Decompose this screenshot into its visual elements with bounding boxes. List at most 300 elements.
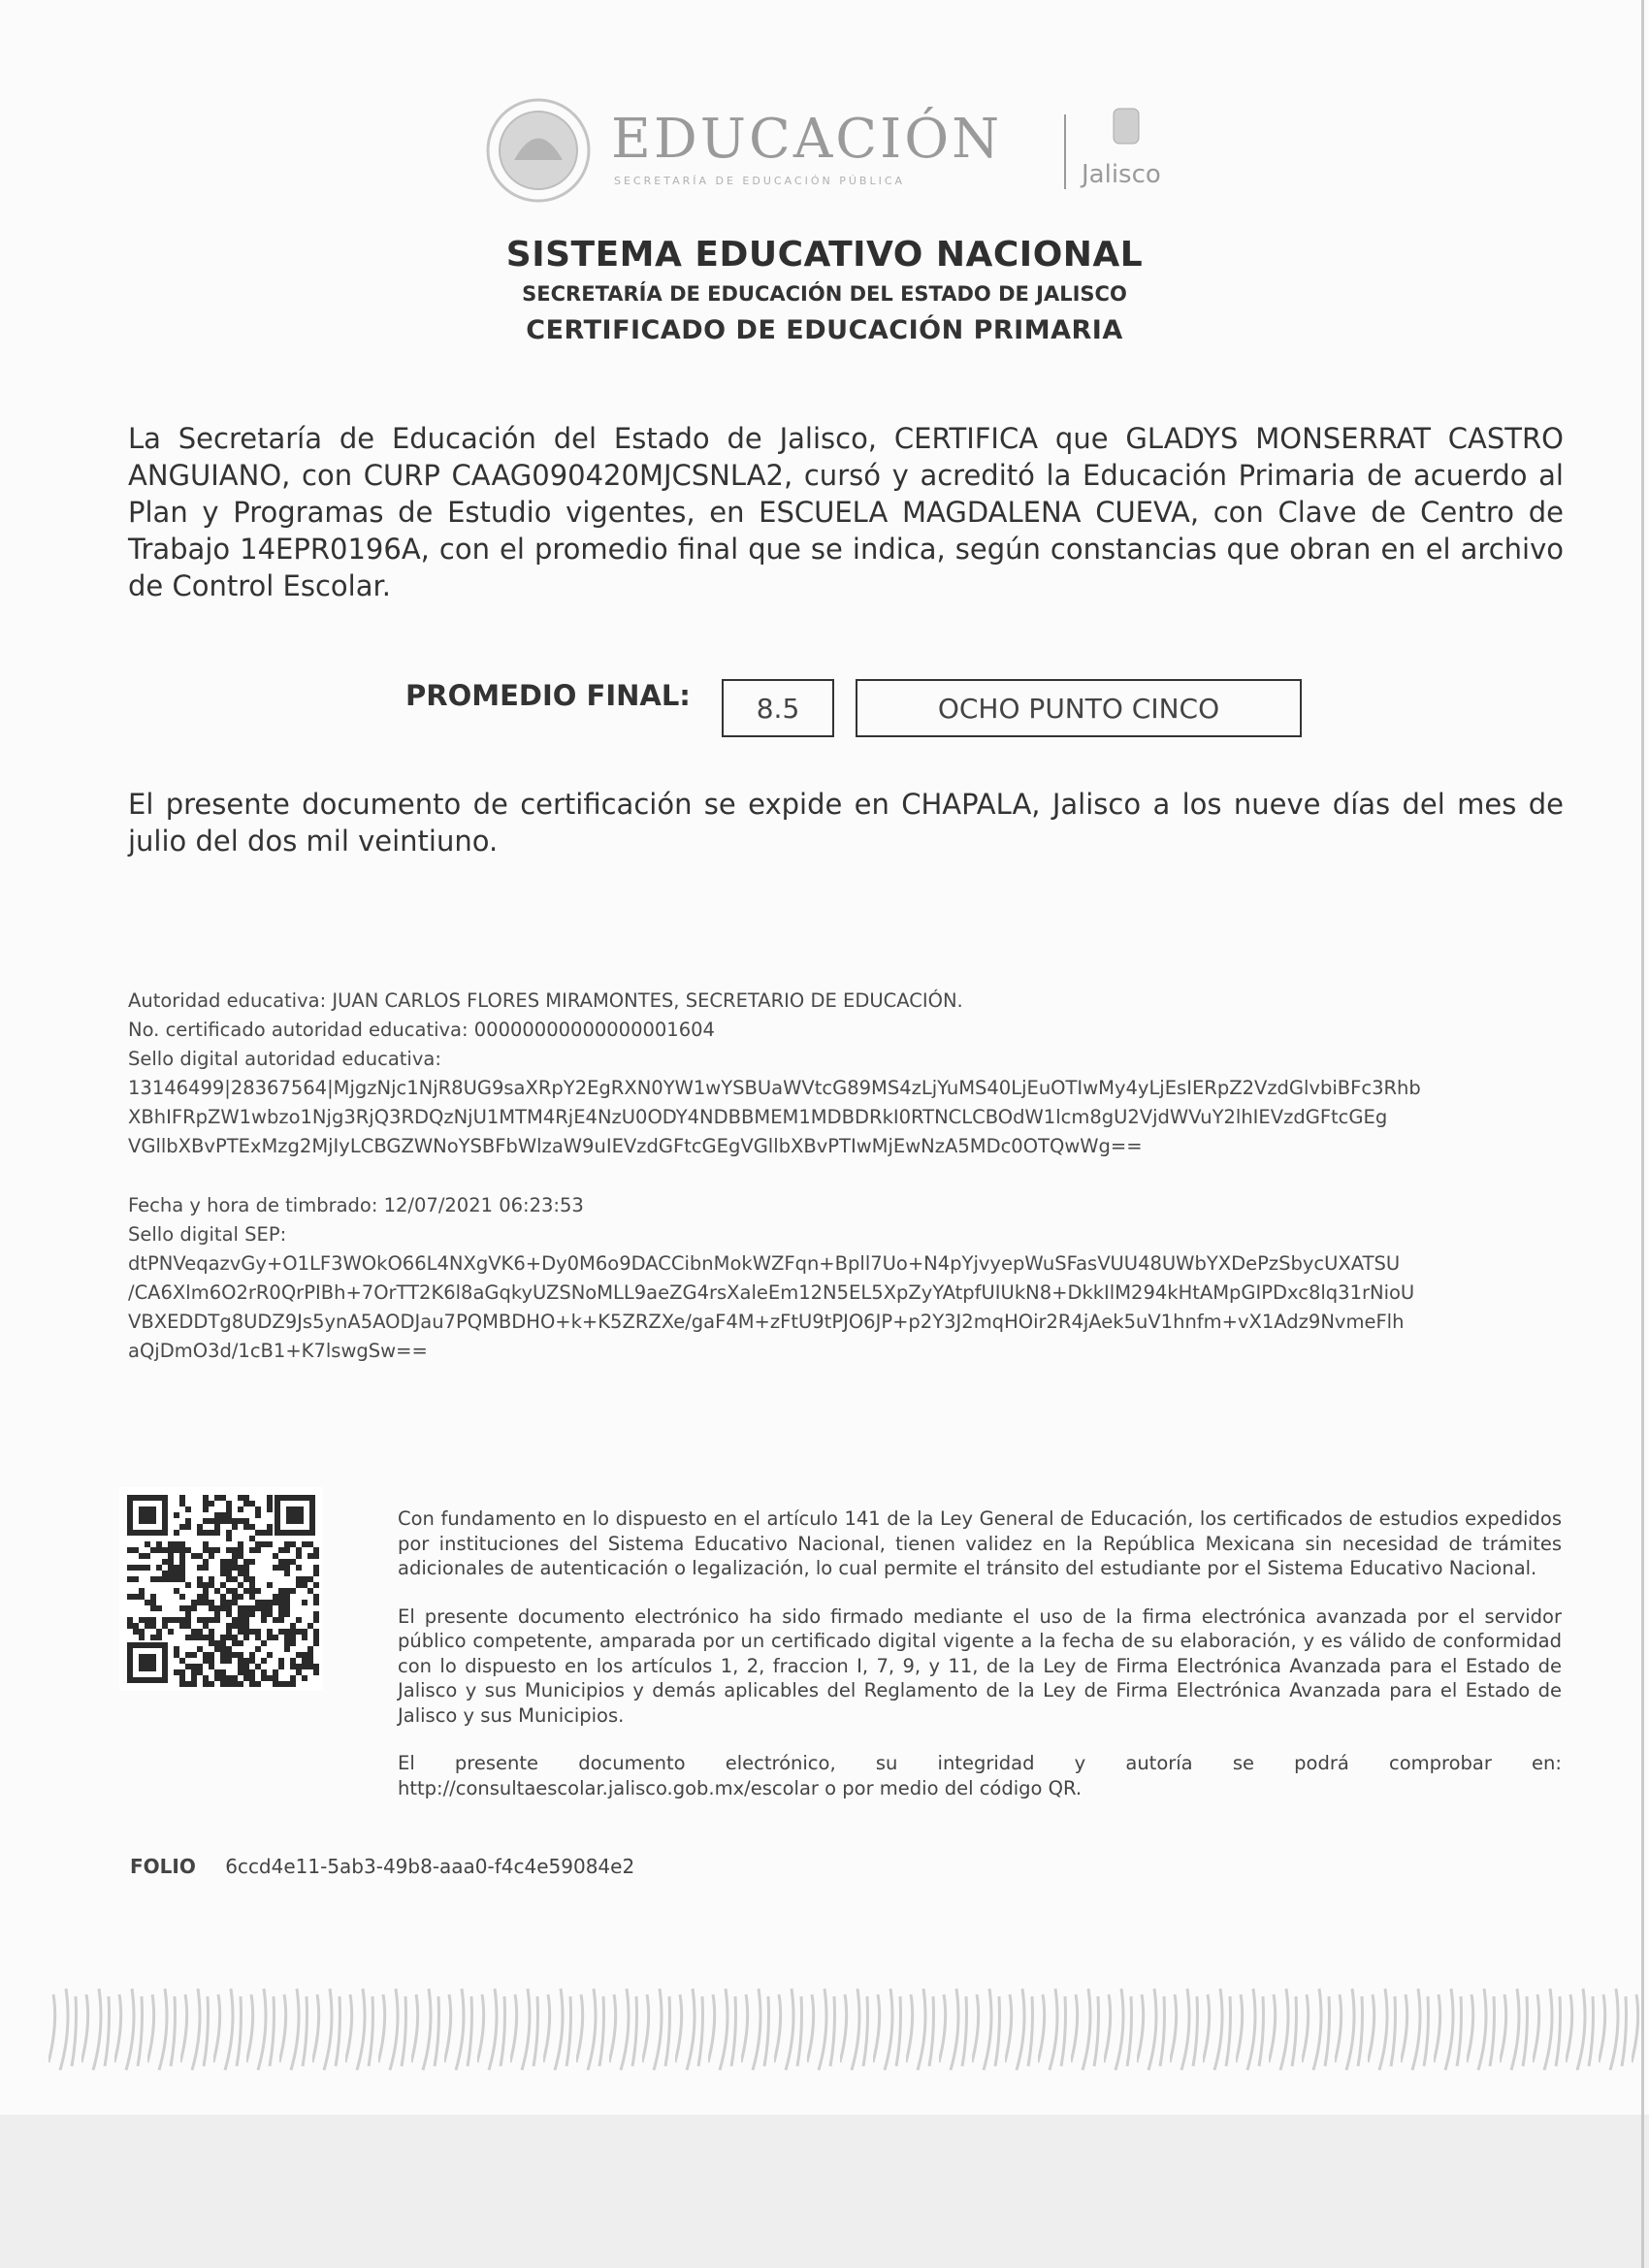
qr-module bbox=[226, 1623, 232, 1629]
qr-module bbox=[238, 1541, 243, 1547]
qr-module bbox=[243, 1675, 249, 1681]
qr-module bbox=[220, 1681, 226, 1687]
qr-module bbox=[296, 1553, 302, 1559]
qr-module bbox=[179, 1675, 185, 1681]
qr-module bbox=[238, 1571, 243, 1576]
qr-module bbox=[203, 1495, 209, 1501]
qr-module bbox=[209, 1640, 214, 1646]
qr-module bbox=[209, 1629, 214, 1635]
qr-module bbox=[249, 1547, 255, 1553]
qr-module bbox=[156, 1541, 162, 1547]
qr-module bbox=[185, 1582, 191, 1588]
qr-module bbox=[278, 1681, 284, 1687]
folio bbox=[130, 1855, 634, 1878]
qr-module bbox=[313, 1664, 319, 1669]
qr-module bbox=[307, 1646, 313, 1652]
qr-module bbox=[203, 1507, 209, 1512]
qr-module bbox=[179, 1669, 185, 1675]
qr-module bbox=[243, 1559, 249, 1565]
qr-module bbox=[238, 1582, 243, 1588]
qr-module bbox=[290, 1681, 296, 1687]
qr-module bbox=[203, 1582, 209, 1588]
qr-module bbox=[238, 1547, 243, 1553]
qr-module bbox=[179, 1559, 185, 1565]
qr-module bbox=[209, 1530, 214, 1536]
qr-module bbox=[267, 1629, 273, 1635]
qr-module bbox=[220, 1605, 226, 1611]
qr-module bbox=[185, 1611, 191, 1617]
qr-module bbox=[214, 1675, 220, 1681]
qr-module bbox=[296, 1576, 302, 1582]
qr-module bbox=[145, 1565, 150, 1571]
qr-module bbox=[197, 1565, 203, 1571]
qr-module bbox=[232, 1640, 238, 1646]
legal-note: Con fundamento en lo dispuesto en el artículo 141 de la Ley General de Educación, los certificados de estudios expedidos por instituciones del Sistema Educativo Nacional, tienen validez en la República Mexicana sin necesidad de trámites adicionales de autenticación o legalización, lo cual permite el tránsito del estudiante por el Sistema Educativo Nacional. bbox=[398, 1507, 1562, 1579]
qr-module bbox=[284, 1681, 290, 1687]
qr-module bbox=[243, 1576, 249, 1582]
qr-module bbox=[226, 1658, 232, 1664]
qr-module bbox=[243, 1664, 249, 1669]
qr-module bbox=[179, 1617, 185, 1623]
qr-module bbox=[273, 1565, 278, 1571]
qr-module bbox=[284, 1547, 290, 1553]
qr-module bbox=[191, 1600, 197, 1605]
authority-seal-line: XBhIFRpZW1wbzo1Njg3RjQ3RDQzNjU1MTM4RjE4NzU0ODY4NDBBMEM1MDBDRkI0RTNCLCBOdW1lcm8gU2VjdWVuY2lhIEVzdGFtcGEg bbox=[128, 1106, 1388, 1128]
qr-module bbox=[209, 1576, 214, 1582]
qr-module bbox=[302, 1629, 307, 1635]
qr-module bbox=[267, 1652, 273, 1658]
qr-module bbox=[174, 1565, 179, 1571]
qr-module bbox=[209, 1605, 214, 1611]
qr-module bbox=[226, 1547, 232, 1553]
qr-module bbox=[243, 1611, 249, 1617]
qr-module bbox=[139, 1553, 145, 1559]
qr-module bbox=[249, 1658, 255, 1664]
qr-module bbox=[162, 1623, 168, 1629]
system-title: SISTEMA EDUCATIVO NACIONAL bbox=[505, 235, 1144, 275]
qr-module bbox=[220, 1565, 226, 1571]
qr-module bbox=[302, 1600, 307, 1605]
qr-module bbox=[255, 1664, 261, 1669]
qr-module bbox=[226, 1571, 232, 1576]
qr-module bbox=[232, 1553, 238, 1559]
qr-module bbox=[273, 1635, 278, 1640]
qr-module bbox=[209, 1600, 214, 1605]
qr-module bbox=[220, 1652, 226, 1658]
qr-module bbox=[249, 1559, 255, 1565]
qr-module bbox=[133, 1623, 139, 1629]
qr-module bbox=[203, 1541, 209, 1547]
qr-module bbox=[139, 1629, 145, 1635]
qr-module bbox=[302, 1675, 307, 1681]
qr-module bbox=[307, 1623, 313, 1629]
grade-words-box bbox=[856, 679, 1302, 737]
qr-module bbox=[133, 1547, 139, 1553]
qr-module bbox=[232, 1518, 238, 1524]
qr-module bbox=[179, 1524, 185, 1530]
qr-module bbox=[220, 1594, 226, 1600]
sep-seal-line: aQjDmO3d/1cB1+K7lswgSw== bbox=[128, 1340, 428, 1362]
qr-module bbox=[168, 1617, 174, 1623]
qr-module bbox=[150, 1600, 156, 1605]
qr-module bbox=[197, 1582, 203, 1588]
qr-module bbox=[307, 1541, 313, 1547]
sep-seal-label: Sello digital SEP: bbox=[128, 1223, 287, 1246]
qr-module bbox=[307, 1658, 313, 1664]
qr-module bbox=[185, 1681, 191, 1687]
qr-module bbox=[238, 1629, 243, 1635]
qr-module bbox=[249, 1611, 255, 1617]
qr-module bbox=[290, 1664, 296, 1669]
qr-module bbox=[255, 1629, 261, 1635]
qr-module bbox=[232, 1675, 238, 1681]
qr-module bbox=[273, 1600, 278, 1605]
qr-module bbox=[284, 1611, 290, 1617]
qr-module bbox=[185, 1518, 191, 1524]
qr-module bbox=[249, 1629, 255, 1635]
qr-module bbox=[243, 1495, 249, 1501]
qr-module bbox=[238, 1495, 243, 1501]
qr-module bbox=[127, 1594, 133, 1600]
qr-module bbox=[168, 1571, 174, 1576]
qr-module bbox=[267, 1582, 273, 1588]
jalisco-coat-icon bbox=[1114, 109, 1139, 144]
qr-module bbox=[284, 1600, 290, 1605]
qr-module bbox=[261, 1669, 267, 1675]
qr-module bbox=[313, 1571, 319, 1576]
qr-module bbox=[214, 1640, 220, 1646]
qr-module bbox=[185, 1605, 191, 1611]
qr-module bbox=[162, 1559, 168, 1565]
qr-module bbox=[307, 1588, 313, 1594]
qr-module bbox=[284, 1646, 290, 1652]
qr-module bbox=[174, 1571, 179, 1576]
qr-module bbox=[243, 1605, 249, 1611]
qr-module bbox=[302, 1635, 307, 1640]
qr-module bbox=[278, 1565, 284, 1571]
qr-module bbox=[220, 1512, 226, 1518]
qr-module bbox=[278, 1605, 284, 1611]
authority-line: Autoridad educativa: JUAN CARLOS FLORES MIRAMONTES, SECRETARIO DE EDUCACIÓN. bbox=[128, 989, 963, 1012]
qr-module bbox=[209, 1664, 214, 1669]
qr-module bbox=[203, 1635, 209, 1640]
qr-module bbox=[226, 1629, 232, 1635]
qr-module bbox=[226, 1588, 232, 1594]
qr-module bbox=[191, 1664, 197, 1669]
qr-module bbox=[197, 1594, 203, 1600]
qr-module bbox=[156, 1565, 162, 1571]
qr-module bbox=[191, 1652, 197, 1658]
qr-module bbox=[203, 1518, 209, 1524]
qr-module bbox=[191, 1635, 197, 1640]
qr-module bbox=[249, 1536, 255, 1541]
qr-module bbox=[168, 1541, 174, 1547]
qr-module bbox=[267, 1675, 273, 1681]
qr-module bbox=[139, 1635, 145, 1640]
qr-module bbox=[278, 1547, 284, 1553]
qr-module bbox=[232, 1635, 238, 1640]
qr-module bbox=[191, 1675, 197, 1681]
qr-module bbox=[209, 1501, 214, 1507]
qr-module bbox=[203, 1559, 209, 1565]
qr-module bbox=[168, 1559, 174, 1565]
legal-note: El presente documento electrónico ha sido firmado mediante el uso de la firma electrónica avanzada por el servidor público competente, amparada por un certificado digital vigente a la fecha de su elaboración, y es válido de conformidad con lo dispuesto en los artículos 1, 2, fraccion I, 7, 9, y 11, de la Ley de Firma Electrónica Avanzada para el Estado de Jalisco y sus Municipios y demás aplicables del Reglamento de la Ley de Firma Electrónica Avanzada para el Estado de Jalisco y sus Municipios. bbox=[398, 1604, 1562, 1727]
qr-module bbox=[249, 1594, 255, 1600]
qr-module bbox=[185, 1507, 191, 1512]
qr-module bbox=[209, 1553, 214, 1559]
qr-module bbox=[145, 1623, 150, 1629]
qr-module bbox=[127, 1565, 133, 1571]
grade-label: PROMEDIO FINAL: bbox=[405, 679, 691, 712]
qr-module bbox=[174, 1652, 179, 1658]
qr-module bbox=[156, 1635, 162, 1640]
qr-module bbox=[255, 1605, 261, 1611]
qr-module bbox=[284, 1559, 290, 1565]
qr-module bbox=[168, 1565, 174, 1571]
qr-module bbox=[150, 1635, 156, 1640]
qr-module bbox=[197, 1664, 203, 1669]
qr-module bbox=[267, 1541, 273, 1547]
qr-module bbox=[296, 1565, 302, 1571]
qr-module bbox=[273, 1681, 278, 1687]
qr-module bbox=[226, 1611, 232, 1617]
legal-notes bbox=[398, 1507, 1562, 1824]
qr-module bbox=[209, 1635, 214, 1640]
qr-module bbox=[290, 1675, 296, 1681]
qr-module bbox=[145, 1617, 150, 1623]
qr-module bbox=[226, 1518, 232, 1524]
qr-module bbox=[307, 1652, 313, 1658]
qr-module bbox=[185, 1524, 191, 1530]
certificate-title: CERTIFICADO DE EDUCACIÓN PRIMARIA bbox=[526, 315, 1123, 345]
qr-module bbox=[226, 1652, 232, 1658]
qr-module bbox=[226, 1576, 232, 1582]
qr-module bbox=[226, 1501, 232, 1507]
qr-module bbox=[156, 1576, 162, 1582]
qr-module bbox=[267, 1495, 273, 1501]
qr-module bbox=[307, 1664, 313, 1669]
qr-module bbox=[290, 1629, 296, 1635]
qr-module bbox=[197, 1669, 203, 1675]
qr-module bbox=[133, 1629, 139, 1635]
qr-module bbox=[179, 1565, 185, 1571]
qr-module bbox=[284, 1588, 290, 1594]
qr-module bbox=[267, 1524, 273, 1530]
qr-module bbox=[209, 1617, 214, 1623]
qr-module bbox=[243, 1588, 249, 1594]
qr-module bbox=[226, 1675, 232, 1681]
qr-module bbox=[214, 1512, 220, 1518]
qr-module bbox=[139, 1565, 145, 1571]
qr-module bbox=[284, 1594, 290, 1600]
qr-module bbox=[261, 1675, 267, 1681]
qr-module bbox=[290, 1640, 296, 1646]
qr-module bbox=[209, 1652, 214, 1658]
qr-module bbox=[127, 1576, 133, 1582]
qr-module bbox=[255, 1681, 261, 1687]
qr-module bbox=[261, 1658, 267, 1664]
qr-module bbox=[214, 1646, 220, 1652]
qr-code[interactable] bbox=[119, 1487, 323, 1691]
qr-module bbox=[133, 1576, 139, 1582]
qr-module bbox=[278, 1594, 284, 1600]
authority-seal-line: VGllbXBvPTExMzg2MjIyLCBGZWNoYSBFbWlzaW9uIEVzdGFtcGEgVGllbXBvPTIwMjEwNzA5MDc0OTQwWg== bbox=[128, 1135, 1143, 1157]
qr-module bbox=[197, 1524, 203, 1530]
qr-module bbox=[220, 1640, 226, 1646]
qr-module bbox=[203, 1623, 209, 1629]
qr-module bbox=[226, 1635, 232, 1640]
page-bottom-shade bbox=[0, 2115, 1649, 2268]
grade-words: OCHO PUNTO CINCO bbox=[937, 692, 1220, 725]
qr-module bbox=[232, 1565, 238, 1571]
qr-module bbox=[313, 1594, 319, 1600]
qr-module bbox=[127, 1617, 133, 1623]
qr-module bbox=[220, 1635, 226, 1640]
qr-module bbox=[156, 1605, 162, 1611]
qr-module bbox=[290, 1559, 296, 1565]
qr-module bbox=[296, 1617, 302, 1623]
qr-module bbox=[238, 1611, 243, 1617]
qr-module bbox=[261, 1640, 267, 1646]
qr-module bbox=[203, 1547, 209, 1553]
authority-seal-line: 13146499|28367564|MjgzNjc1NjR8UG9saXRpY2EgRXN0YW1wYSBUaWVtcG89MS4zLjYuMS40LjEuOTIwMy4yLjEsIERpZ2VzdGlvbiBFc3Rhb bbox=[128, 1077, 1421, 1099]
qr-module bbox=[232, 1600, 238, 1605]
qr-module bbox=[127, 1623, 133, 1629]
qr-module bbox=[284, 1571, 290, 1576]
authority-block bbox=[128, 987, 1564, 1161]
qr-module bbox=[209, 1582, 214, 1588]
qr-module bbox=[203, 1681, 209, 1687]
qr-module bbox=[220, 1518, 226, 1524]
qr-module bbox=[278, 1629, 284, 1635]
grade-number: 8.5 bbox=[756, 692, 800, 725]
qr-module bbox=[255, 1541, 261, 1547]
qr-module bbox=[238, 1617, 243, 1623]
logo-subtext: SECRETARÍA DE EDUCACIÓN PÚBLICA bbox=[614, 175, 906, 187]
qr-module bbox=[150, 1594, 156, 1600]
qr-module bbox=[133, 1594, 139, 1600]
qr-module bbox=[168, 1553, 174, 1559]
qr-module bbox=[150, 1617, 156, 1623]
qr-module bbox=[139, 1588, 145, 1594]
qr-module bbox=[313, 1629, 319, 1635]
folio-value: 6ccd4e11-5ab3-49b8-aaa0-f4c4e59084e2 bbox=[225, 1855, 635, 1878]
qr-module bbox=[273, 1669, 278, 1675]
qr-module bbox=[209, 1518, 214, 1524]
qr-module bbox=[220, 1582, 226, 1588]
qr-module bbox=[313, 1565, 319, 1571]
legal-note: El presente documento electrónico, su integridad y autoría se podrá comprobar en: http://consultaescolar.jalisco.gob.mx/escolar o por medio del código QR. bbox=[398, 1752, 1562, 1799]
authority-seal-label: Sello digital autoridad educativa: bbox=[128, 1048, 441, 1070]
qr-module bbox=[179, 1576, 185, 1582]
qr-module bbox=[197, 1617, 203, 1623]
qr-module bbox=[302, 1652, 307, 1658]
qr-module bbox=[214, 1518, 220, 1524]
qr-module bbox=[313, 1582, 319, 1588]
qr-module bbox=[203, 1530, 209, 1536]
qr-module bbox=[243, 1658, 249, 1664]
qr-module bbox=[267, 1611, 273, 1617]
decorative-border-pattern bbox=[48, 1985, 1639, 2074]
qr-module bbox=[220, 1658, 226, 1664]
issue-paragraph: El presente documento de certificación se expide en CHAPALA, Jalisco a los nueve días del mes de julio del dos mil veintiuno. bbox=[128, 788, 1564, 858]
qr-module bbox=[197, 1553, 203, 1559]
qr-module bbox=[290, 1658, 296, 1664]
qr-module bbox=[203, 1600, 209, 1605]
qr-module bbox=[284, 1565, 290, 1571]
qr-module bbox=[174, 1547, 179, 1553]
qr-module bbox=[243, 1635, 249, 1640]
qr-module bbox=[203, 1617, 209, 1623]
qr-module bbox=[267, 1600, 273, 1605]
qr-module bbox=[185, 1652, 191, 1658]
qr-module bbox=[162, 1547, 168, 1553]
title-block bbox=[0, 235, 1649, 345]
qr-module bbox=[290, 1541, 296, 1547]
qr-module bbox=[267, 1605, 273, 1611]
qr-module bbox=[238, 1594, 243, 1600]
qr-module bbox=[179, 1623, 185, 1629]
qr-module bbox=[238, 1518, 243, 1524]
qr-module bbox=[185, 1547, 191, 1553]
qr-module bbox=[267, 1501, 273, 1507]
qr-module bbox=[174, 1576, 179, 1582]
qr-module bbox=[261, 1530, 267, 1536]
qr-module bbox=[296, 1629, 302, 1635]
qr-module bbox=[284, 1635, 290, 1640]
qr-module bbox=[203, 1501, 209, 1507]
qr-module bbox=[313, 1600, 319, 1605]
qr-module bbox=[133, 1565, 139, 1571]
qr-module bbox=[203, 1565, 209, 1571]
qr-module bbox=[261, 1611, 267, 1617]
qr-module bbox=[278, 1658, 284, 1664]
qr-module bbox=[267, 1635, 273, 1640]
qr-module bbox=[174, 1617, 179, 1623]
qr-module bbox=[296, 1547, 302, 1553]
qr-module bbox=[261, 1605, 267, 1611]
qr-module bbox=[243, 1565, 249, 1571]
qr-module bbox=[243, 1524, 249, 1530]
qr-module bbox=[290, 1623, 296, 1629]
qr-module bbox=[238, 1640, 243, 1646]
timestamp-line: Fecha y hora de timbrado: 12/07/2021 06:23:53 bbox=[128, 1194, 584, 1216]
qr-module bbox=[220, 1559, 226, 1565]
qr-module bbox=[232, 1576, 238, 1582]
qr-module bbox=[238, 1565, 243, 1571]
qr-module bbox=[232, 1617, 238, 1623]
qr-module bbox=[307, 1576, 313, 1582]
qr-module bbox=[273, 1553, 278, 1559]
qr-module bbox=[249, 1576, 255, 1582]
qr-module bbox=[179, 1547, 185, 1553]
qr-module bbox=[278, 1617, 284, 1623]
qr-module bbox=[174, 1541, 179, 1547]
qr-module bbox=[214, 1524, 220, 1530]
qr-module bbox=[220, 1571, 226, 1576]
state-logo-text: Jalisco bbox=[1082, 160, 1161, 189]
qr-module bbox=[179, 1571, 185, 1576]
qr-module bbox=[162, 1576, 168, 1582]
qr-module bbox=[232, 1547, 238, 1553]
qr-module bbox=[179, 1605, 185, 1611]
qr-module bbox=[238, 1553, 243, 1559]
qr-module bbox=[313, 1547, 319, 1553]
qr-module bbox=[249, 1588, 255, 1594]
qr-module bbox=[185, 1635, 191, 1640]
qr-module bbox=[150, 1547, 156, 1553]
qr-module bbox=[296, 1652, 302, 1658]
